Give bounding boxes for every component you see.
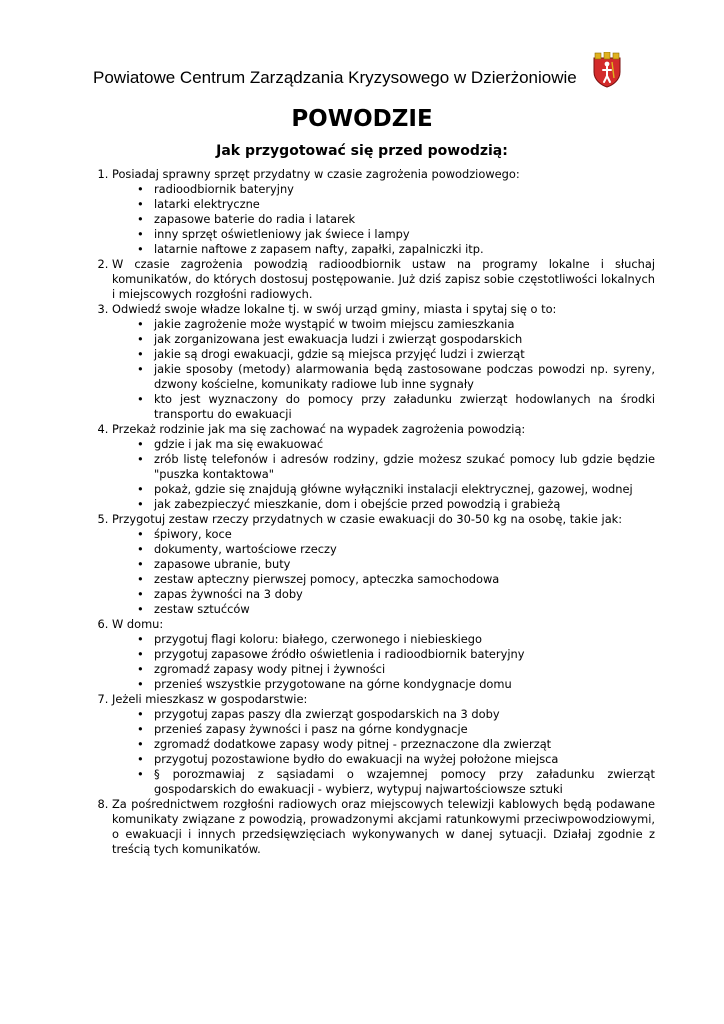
sub-item: • gdzie i jak ma się ewakuować [154,437,655,452]
coat-of-arms-icon [592,52,622,88]
sub-item: • jak zorganizowana jest ewakuacja ludzi i zwierząt gospodarskich [154,332,655,347]
sub-item: • zestaw sztućców [154,602,655,617]
sub-item: • jak zabezpieczyć mieszkanie, dom i obejście przed powodzią i grabieżą [154,497,655,512]
section-text: Posiadaj sprawny sprzęt przydatny w czasie zagrożenia powodziowego: [112,167,520,181]
section-text: Odwiedź swoje władze lokalne tj. w swój urząd gminy, miasta i spytaj się o to: [112,302,557,316]
sub-item: • przygotuj flagi koloru: białego, czerwonego i niebieskiego [154,632,655,647]
sub-item: • przenieś zapasy żywności i pasz na górne kondygnacje [154,722,655,737]
sub-item: • przygotuj zapasowe źródło oświetlenia i radioodbiornik bateryjny [154,647,655,662]
sub-list [112,437,655,512]
sub-list [112,317,655,422]
section-item [112,797,655,857]
section-text: Za pośrednictwem rozgłośni radiowych oraz miejscowych telewizji kablowych będą podawane komunikaty związane z powodzią, prowadzonymi akcjami ratunkowymi przeciwpowodziowymi, o ewakuacji i innych przedsięwzięciach wykonywanych w danej sytuacji. Działaj zgodnie z treścią tych komunikatów. [112,797,655,856]
sub-item: • jakie są drogi ewakuacji, gdzie są miejsca przyjęć ludzi i zwierząt [154,347,655,362]
sub-item: • zapasowe baterie do radia i latarek [154,212,655,227]
instructions-list [94,167,655,857]
sub-item: • jakie zagrożenie może wystąpić w twoim miejscu zamieszkania [154,317,655,332]
sub-item: • inny sprzęt oświetleniowy jak świece i lampy [154,227,655,242]
sub-item: • § porozmawiaj z sąsiadami o wzajemnej pomocy przy załadunku zwierząt gospodarskich do ewakuacji - wybierz, wytypuj najwartościowsze sztuki [154,767,655,797]
sub-item: • radioodbiornik bateryjny [154,182,655,197]
sub-list [112,632,655,692]
organization-name: Powiatowe Centrum Zarządzania Kryzysowego w Dzierżoniowie [93,68,577,87]
page-subtitle: Jak przygotować się przed powodzią: [216,143,508,159]
section-item [112,617,655,692]
section-text: W czasie zagrożenia powodzią radioodbiornik ustaw na programy lokalne i słuchaj komunikatów, do których dostosuj postępowanie. Już dziś zapisz sobie częstotliwości lokalnych i miejscowych rozgłośni radiowych. [112,257,655,301]
section-item [112,257,655,302]
section-item [112,692,655,797]
section-text: Jeżeli mieszkasz w gospodarstwie: [112,692,308,706]
sub-item: • zrób listę telefonów i adresów rodziny, gdzie możesz szukać pomocy lub gdzie będzie "puszka kontaktowa" [154,452,655,482]
sub-list [112,182,655,257]
sub-item: • kto jest wyznaczony do pomocy przy załadunku zwierząt hodowlanych na środki transportu do ewakuacji [154,392,655,422]
instructions-content [94,167,655,857]
section-item [112,512,655,617]
sub-item: • jakie sposoby (metody) alarmowania będą zastosowane podczas powodzi np. syreny, dzwony kościelne, komunikaty radiowe lub inne sygnały [154,362,655,392]
section-item [112,302,655,422]
sub-item: • zgromadź zapasy wody pitnej i żywności [154,662,655,677]
section-text: Przygotuj zestaw rzeczy przydatnych w czasie ewakuacji do 30-50 kg na osobę, takie jak: [112,512,623,526]
section-text: Przekaż rodzinie jak ma się zachować na wypadek zagrożenia powodzią: [112,422,526,436]
sub-list [112,707,655,797]
sub-item: • latarnie naftowe z zapasem nafty, zapałki, zapalniczki itp. [154,242,655,257]
sub-item: • przygotuj pozostawione bydło do ewakuacji na wyżej położone miejsca [154,752,655,767]
section-text: W domu: [112,617,164,631]
section-item [112,422,655,512]
sub-list [112,527,655,617]
sub-item: • zapasowe ubranie, buty [154,557,655,572]
section-item [112,167,655,257]
sub-item: • pokaż, gdzie się znajdują główne wyłączniki instalacji elektrycznej, gazowej, wodnej [154,482,655,497]
sub-item: • dokumenty, wartościowe rzeczy [154,542,655,557]
sub-item: • przenieś wszystkie przygotowane na górne kondygnacje domu [154,677,655,692]
sub-item: • zapas żywności na 3 doby [154,587,655,602]
sub-item: • śpiwory, koce [154,527,655,542]
sub-item: • zgromadź dodatkowe zapasy wody pitnej - przeznaczone dla zwierząt [154,737,655,752]
sub-item: • przygotuj zapas paszy dla zwierząt gospodarskich na 3 doby [154,707,655,722]
sub-item: • latarki elektryczne [154,197,655,212]
page-title: POWODZIE [291,106,433,132]
sub-item: • zestaw apteczny pierwszej pomocy, apteczka samochodowa [154,572,655,587]
